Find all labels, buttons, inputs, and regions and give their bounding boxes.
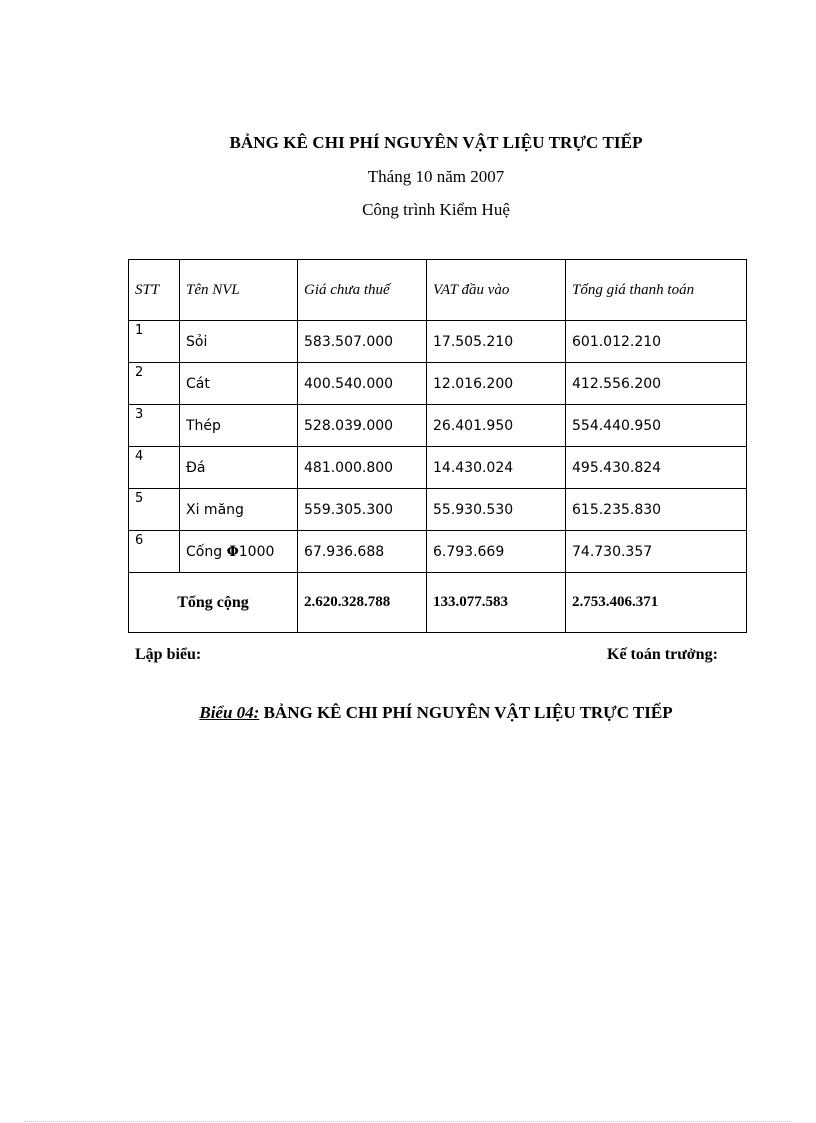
table-row: [129, 321, 747, 363]
total-price-before-tax: 2.620.328.788: [298, 573, 427, 633]
total-vat-input: 133.077.583: [427, 573, 566, 633]
row-stt: 2: [129, 363, 180, 405]
prepared-by-label: Lập biểu:: [135, 646, 202, 663]
material-size: 1000: [238, 543, 275, 560]
caption-prefix: Biểu 04:: [199, 703, 260, 722]
diameter-symbol: Φ: [226, 543, 239, 560]
material-name: Cống: [186, 543, 223, 560]
row-total-payment: 615.235.830: [566, 489, 747, 531]
row-stt: 6: [129, 531, 180, 573]
row-vat-input: 55.930.530: [427, 489, 566, 531]
row-price-before-tax: 583.507.000: [298, 321, 427, 363]
row-stt: 1: [129, 321, 180, 363]
row-price-before-tax: 528.039.000: [298, 405, 427, 447]
header-stt: STT: [129, 260, 180, 321]
header-price-before-tax: Giá chưa thuế: [298, 260, 427, 321]
row-price-before-tax: 559.305.300: [298, 489, 427, 531]
total-label: Tổng cộng: [129, 573, 298, 633]
total-payment: 2.753.406.371: [566, 573, 747, 633]
row-material: Đá: [180, 447, 298, 489]
caption-text: BẢNG KÊ CHI PHÍ NGUYÊN VẬT LIỆU TRỰC TIẾP: [259, 703, 673, 722]
row-total-payment: 495.430.824: [566, 447, 747, 489]
table-row: [129, 531, 747, 573]
table-row: [129, 489, 747, 531]
table-header-row: [129, 260, 747, 321]
header-vat-input: VAT đầu vào: [427, 260, 566, 321]
row-vat-input: 6.793.669: [427, 531, 566, 573]
row-price-before-tax: 400.540.000: [298, 363, 427, 405]
row-stt: 3: [129, 405, 180, 447]
row-total-payment: 74.730.357: [566, 531, 747, 573]
header-material: Tên NVL: [180, 260, 298, 321]
row-material: [180, 531, 298, 573]
row-vat-input: 17.505.210: [427, 321, 566, 363]
table-row: [129, 447, 747, 489]
figure-caption: [0, 703, 816, 723]
row-material: Thép: [180, 405, 298, 447]
material-cost-table: [128, 259, 747, 633]
report-month: Tháng 10 năm 2007: [367, 167, 505, 186]
row-material: Cát: [180, 363, 298, 405]
row-price-before-tax: 67.936.688: [298, 531, 427, 573]
row-vat-input: 14.430.024: [427, 447, 566, 489]
table-total-row: [129, 573, 747, 633]
row-material: Xi măng: [180, 489, 298, 531]
row-vat-input: 26.401.950: [427, 405, 566, 447]
row-total-payment: 554.440.950: [566, 405, 747, 447]
table-row: [129, 405, 747, 447]
page-title: BẢNG KÊ CHI PHÍ NGUYÊN VẬT LIỆU TRỰC TIẾP: [229, 133, 643, 152]
page-bottom-divider: [24, 1121, 792, 1122]
row-total-payment: 412.556.200: [566, 363, 747, 405]
row-stt: 5: [129, 489, 180, 531]
row-vat-input: 12.016.200: [427, 363, 566, 405]
row-total-payment: 601.012.210: [566, 321, 747, 363]
row-stt: 4: [129, 447, 180, 489]
project-name: Công trình Kiểm Huệ: [362, 200, 510, 219]
table-row: [129, 363, 747, 405]
header-total-payment: Tổng giá thanh toán: [566, 260, 747, 321]
row-material: Sỏi: [180, 321, 298, 363]
row-price-before-tax: 481.000.800: [298, 447, 427, 489]
chief-accountant-label: Kế toán trưởng:: [607, 646, 718, 663]
